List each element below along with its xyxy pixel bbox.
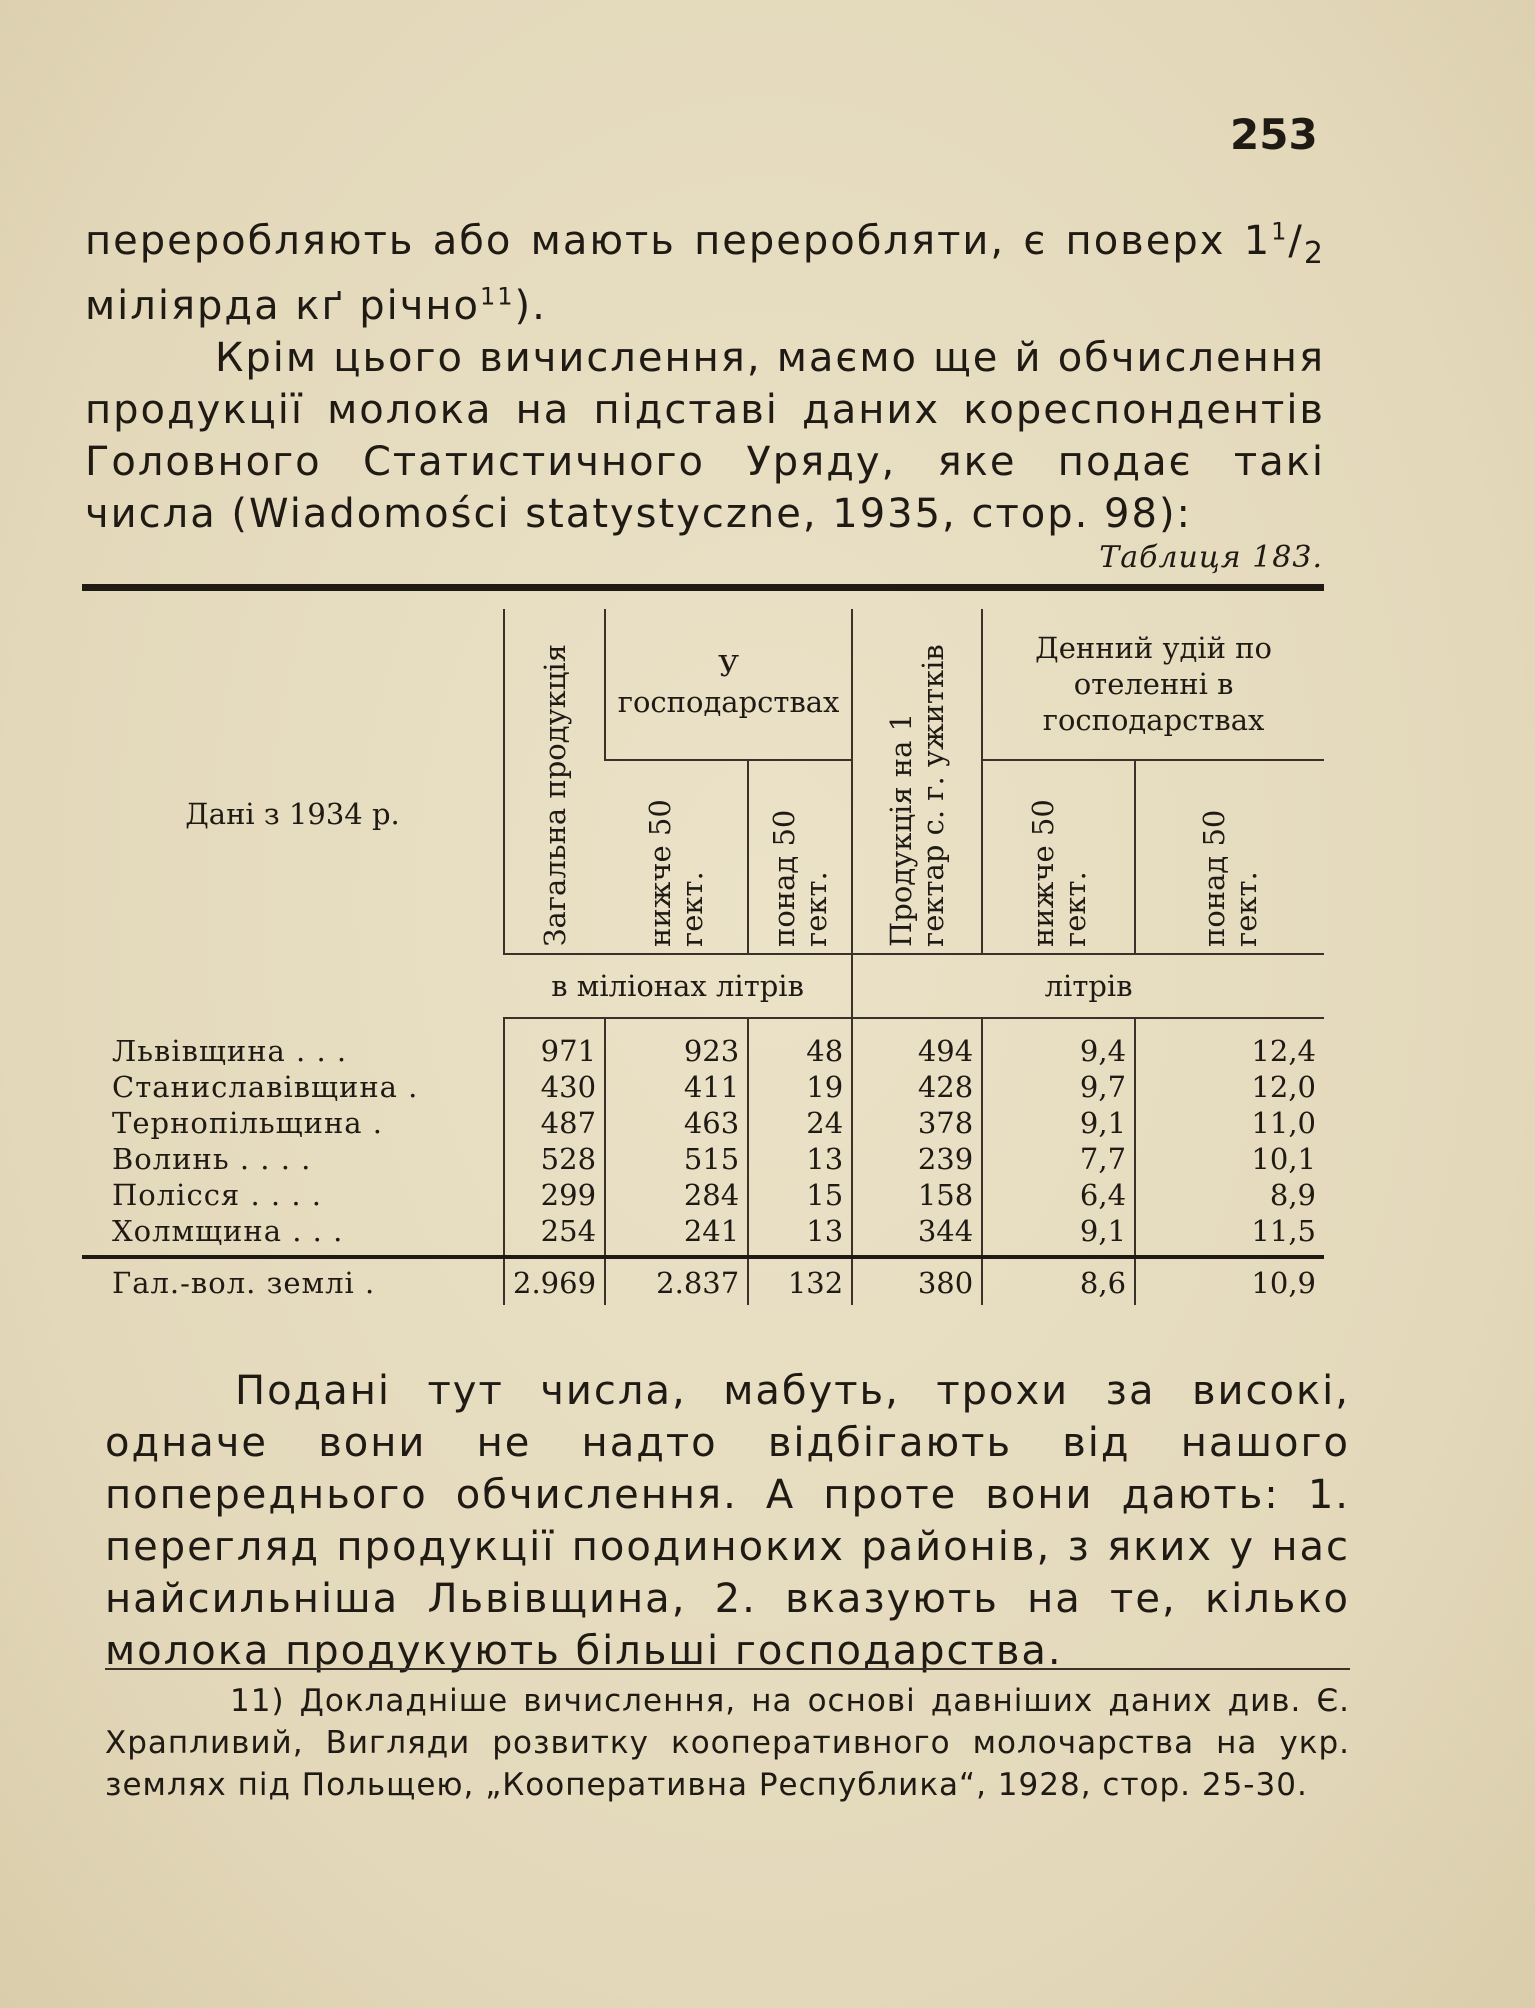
total-label: Гал.-вол. землі . [82,1257,504,1305]
table-total-row [82,1257,1324,1305]
cell-per-hectare: 239 [852,1141,982,1177]
header-per-hectare [852,609,982,954]
cell-above-50: 13 [748,1213,852,1257]
header-below-50-ha [605,760,748,954]
total-cell: 132 [748,1257,852,1305]
header-group-farms: У господарствах [605,609,852,760]
region-name: Тернопільщина . [112,1106,384,1140]
paragraph-commentary: Подані тут числа, мабуть, трохи за високі, одначе вони не надто відбігають від нашого попереднього обчислення. А проте вони дають: 1. перегляд продукції поодиноких районів, з яких у нас найсильніша Львівщина, 2. вказують на те, кілько молока продукують більші господарства. [105,1368,1350,1674]
unit-liters: літрів [852,954,1324,1018]
paragraph-source: Крім цього вичислення, маємо ще й обчислення продукції молока на підставі даних кореспондентів Головного Статистичного Уряду, яке подає такі числа (Wiadomości statystyczne, 1935, стор. 98): [85,335,1325,537]
cell-daily-above-50: 8,9 [1135,1177,1324,1213]
paragraph-text: міліярда кґ річно [85,283,480,329]
fraction: $1^1/_2$ [1243,217,1325,271]
paragraph-intro [85,215,1325,540]
total-cell: 10,9 [1135,1257,1324,1305]
region-name: Станиславівщина . [112,1070,419,1104]
header-text: понад 50 гект. [767,809,834,947]
region-name: Холмщина . . . [112,1214,344,1248]
fraction-numerator: 1 [1271,217,1289,246]
footnote-divider [105,1668,1350,1670]
footnote-mark: 11) [230,1683,285,1719]
cell-below-50: 515 [605,1141,748,1177]
region-name: Львівщина . . . [112,1033,348,1068]
cell-daily-above-50: 10,1 [1135,1141,1324,1177]
cell-above-50: 24 [748,1105,852,1141]
cell-daily-above-50: 11,5 [1135,1213,1324,1257]
cell-total: 487 [504,1105,605,1141]
table-caption: Таблиця 183. [1099,540,1323,575]
total-cell: 2.969 [504,1257,605,1305]
header-text: нижче 50 гект. [643,799,710,947]
header-total-production [504,609,605,954]
cell-daily-above-50: 12,4 [1135,1018,1324,1069]
header-above-50-ha [748,760,852,954]
header-text: Продукція на 1 гектар с. г. ужитків [884,644,951,947]
page-number: 253 [1230,110,1318,159]
cell-below-50: 923 [605,1018,748,1069]
header-text: нижче 50 гект. [1025,799,1092,947]
cell-below-50: 284 [605,1177,748,1213]
footnote [105,1680,1350,1806]
total-cell: 380 [852,1257,982,1305]
cell-total: 528 [504,1141,605,1177]
cell-daily-above-50: 11,0 [1135,1105,1324,1141]
stub-header: Дані з 1934 р. [185,796,400,831]
footnote-text: Докладніше вичислення, на основі давніших даних див. Є. Храпливий, Вигляди розвитку кооперативного молочарства на укр. землях під Польщею, „Кооперативна Республика“, 1928, стор. 25-30. [105,1683,1351,1803]
header-daily-below-50-ha [982,760,1135,954]
cell-above-50: 15 [748,1177,852,1213]
footnote-reference: 11 [479,282,515,311]
cell-above-50: 19 [748,1069,852,1105]
header-group-daily-yield: Денний удій по отеленні в господарствах [982,609,1324,760]
cell-daily-below-50: 9,7 [982,1069,1135,1105]
cell-total: 254 [504,1213,605,1257]
table-row [82,1177,1324,1213]
cell-per-hectare: 494 [852,1018,982,1069]
header-daily-above-50-ha [1135,760,1324,954]
header-text: Загальна продукція [537,644,572,947]
cell-daily-below-50: 9,1 [982,1105,1135,1141]
cell-total: 299 [504,1177,605,1213]
cell-per-hectare: 378 [852,1105,982,1141]
unit-millions-liters: в міліонах літрів [504,954,852,1018]
region-name: Полісся . . . . [112,1178,322,1212]
cell-daily-below-50: 6,4 [982,1177,1135,1213]
table-row [82,1213,1324,1257]
total-cell: 2.837 [605,1257,748,1305]
data-table [82,609,1324,1305]
cell-daily-below-50: 9,4 [982,1018,1135,1069]
table-row [82,1069,1324,1105]
table-row [82,1105,1324,1141]
cell-total: 971 [504,1018,605,1069]
fraction-whole: 1 [1243,218,1272,264]
cell-above-50: 13 [748,1141,852,1177]
cell-per-hectare: 428 [852,1069,982,1105]
cell-daily-below-50: 7,7 [982,1141,1135,1177]
total-cell: 8,6 [982,1257,1135,1305]
header-text: понад 50 гект. [1197,809,1264,947]
region-name: Волинь . . . . [112,1142,312,1176]
table-row [82,1018,1324,1069]
cell-per-hectare: 158 [852,1177,982,1213]
table-row [82,1141,1324,1177]
cell-total: 430 [504,1069,605,1105]
cell-below-50: 411 [605,1069,748,1105]
cell-below-50: 241 [605,1213,748,1257]
fraction-denominator: 2 [1303,236,1325,271]
paragraph-line: переробляють або мають переробляти, є поверх [85,218,1226,264]
cell-per-hectare: 344 [852,1213,982,1257]
paragraph-text-end: ). [514,283,547,329]
cell-above-50: 48 [748,1018,852,1069]
table-183 [82,584,1324,1305]
cell-daily-above-50: 12,0 [1135,1069,1324,1105]
cell-below-50: 463 [605,1105,748,1141]
cell-daily-below-50: 9,1 [982,1213,1135,1257]
